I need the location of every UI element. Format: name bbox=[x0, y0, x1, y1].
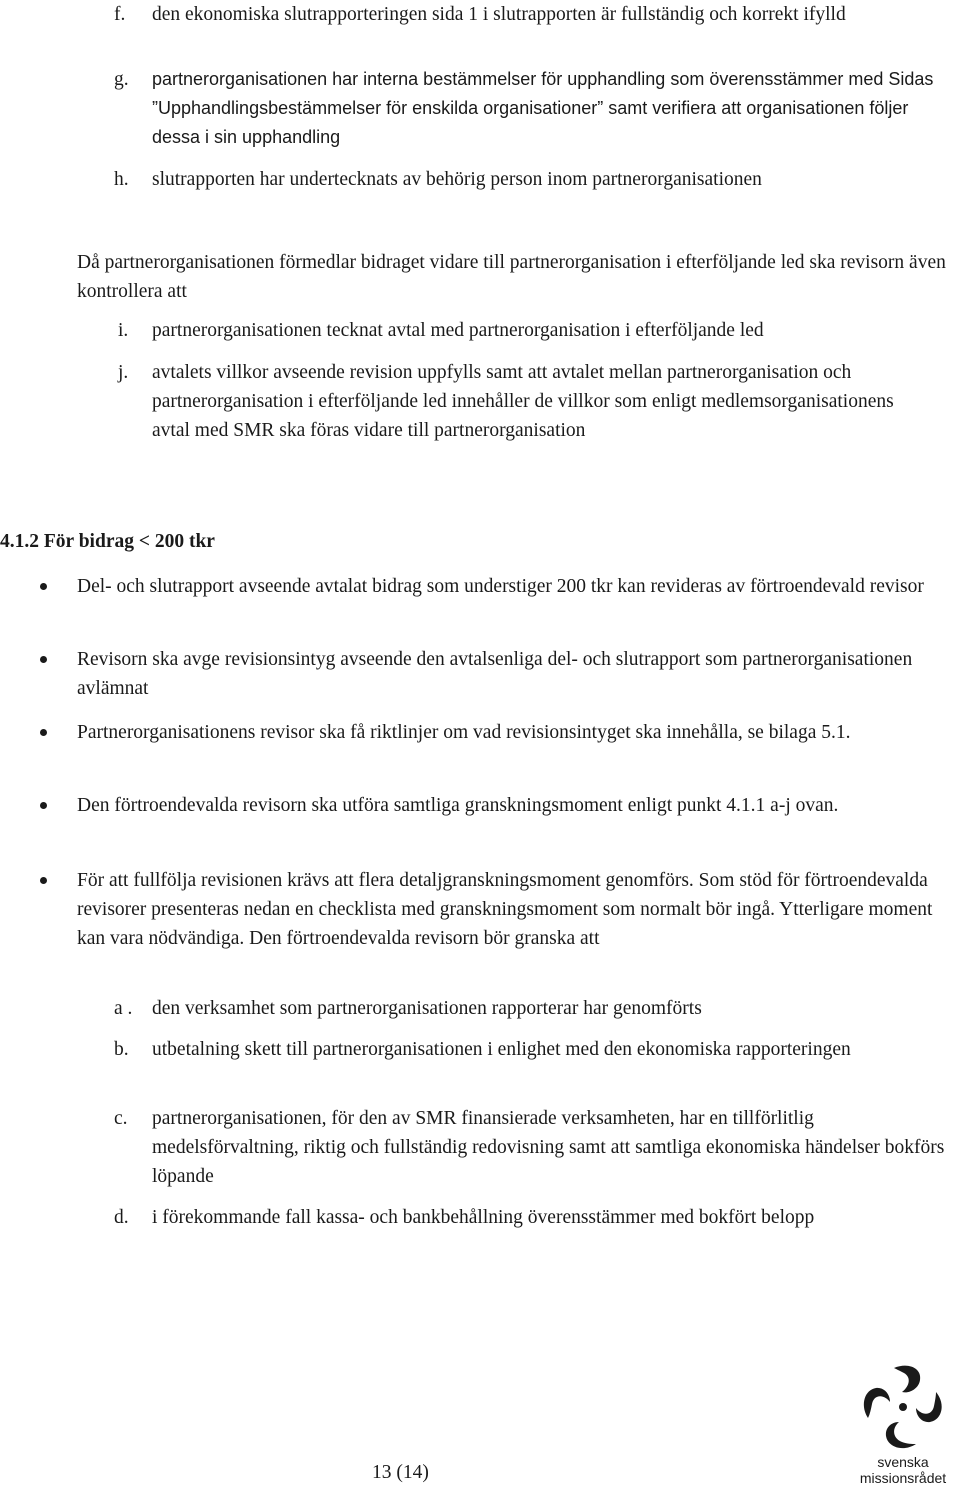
list-marker: b. bbox=[114, 1039, 129, 1060]
list-item-text: partnerorganisationen, för den av SMR finansierade verksamheten, har en tillförlitlig medelsförvaltning, riktig och fullständig redovisning samt att samtliga ekonomiska händelser bokförs löpande bbox=[152, 1108, 945, 1187]
list-item-text: slutrapporten har undertecknats av behörig person inom partnerorganisationen bbox=[152, 169, 762, 190]
list-item-text: i förekommande fall kassa- och bankbehållning överensstämmer med bokfört belopp bbox=[152, 1207, 815, 1228]
section-heading: 4.1.2 För bidrag < 200 tkr bbox=[0, 531, 215, 552]
list-item-text: den verksamhet som partnerorganisationen rapporterar har genomförts bbox=[152, 998, 702, 1019]
intro-paragraph: Då partnerorganisationen förmedlar bidraget vidare till partnerorganisation i efterföljande led ska revisorn även kontrollera att bbox=[77, 252, 946, 302]
list-item-text: den ekonomiska slutrapporteringen sida 1 i slutrapporten är fullständig och korrekt ifylld bbox=[152, 4, 846, 25]
organization-logo bbox=[858, 1362, 948, 1486]
swirl-logo-icon bbox=[858, 1362, 948, 1450]
bullet-text: Del- och slutrapport avseende avtalat bidrag som understiger 200 tkr kan revideras av förtroendevald revisor bbox=[77, 576, 924, 597]
list-item-text: partnerorganisationen tecknat avtal med partnerorganisation i efterföljande led bbox=[152, 320, 764, 341]
bullet-icon bbox=[40, 583, 47, 590]
list-item-text: partnerorganisationen har interna bestämmelser för upphandling som överensstämmer med Sidas ”Upphandlingsbestämmelser för enskilda organisationer” samt verifiera att organisationen följer dessa i sin upphandling bbox=[152, 69, 934, 147]
list-marker: h. bbox=[114, 169, 129, 190]
list-marker: j. bbox=[118, 362, 129, 383]
bullet-text: Revisorn ska avge revisionsintyg avseende den avtalsenliga del- och slutrapport som partnerorganisationen avlämnat bbox=[77, 649, 913, 699]
list-marker: c. bbox=[114, 1108, 128, 1129]
list-item-text: avtalets villkor avseende revision uppfylls samt att avtalet mellan partnerorganisation och partnerorganisation i efterföljande led innehåller de villkor som enligt medlemsorganisationens avtal med SMR ska föras vidare till partnerorganisation bbox=[152, 362, 894, 441]
bullet-icon bbox=[40, 802, 47, 809]
bullet-icon bbox=[40, 729, 47, 736]
list-marker: f. bbox=[114, 4, 126, 25]
bullet-icon bbox=[40, 656, 47, 663]
logo-text-line2: missionsrådet bbox=[859, 1470, 947, 1486]
list-item-text: utbetalning skett till partnerorganisationen i enlighet med den ekonomiska rapporteringen bbox=[152, 1039, 851, 1060]
list-marker: d. bbox=[114, 1207, 129, 1228]
bullet-text: Den förtroendevalda revisorn ska utföra samtliga granskningsmoment enligt punkt 4.1.1 a-j ovan. bbox=[77, 795, 839, 816]
page-number: 13 (14) bbox=[372, 1462, 429, 1483]
bullet-text: Partnerorganisationens revisor ska få riktlinjer om vad revisionsintyget ska innehålla, se bilaga 5.1. bbox=[77, 722, 851, 743]
list-marker: g. bbox=[114, 69, 129, 90]
bullet-text: För att fullfölja revisionen krävs att flera detaljgranskningsmoment genomförs. Som stöd för förtroendevalda revisorer presenteras nedan en checklista med granskningsmoment som normalt bör ingå. Ytterligare moment kan vara nödvändiga. Den förtroendevalda revisorn bör granska att bbox=[77, 870, 933, 949]
bullet-icon bbox=[40, 877, 47, 884]
logo-text-line1: svenska bbox=[877, 1454, 929, 1470]
list-marker: i. bbox=[118, 320, 129, 341]
list-marker: a . bbox=[114, 998, 133, 1019]
